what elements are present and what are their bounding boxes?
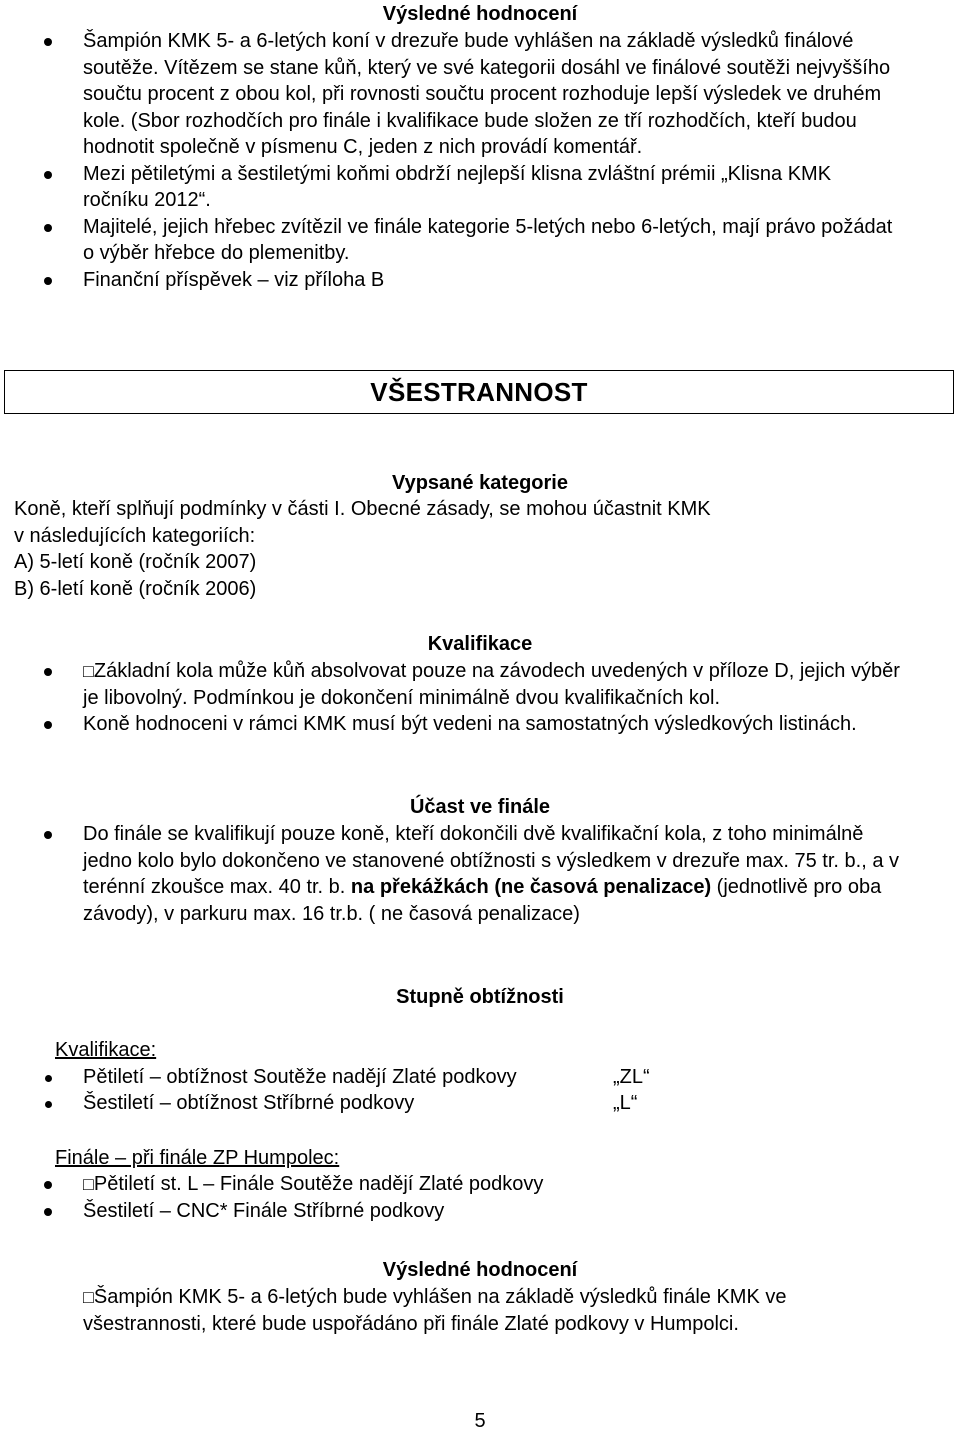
subsection-label: Kvalifikace: xyxy=(55,1039,157,1061)
bullet-icon xyxy=(45,1101,52,1108)
section-final-evaluation-eventing xyxy=(0,1257,960,1337)
list-item: Koně hodnoceni v rámci KMK musí být vedeni na samostatných výsledkových listinách. xyxy=(0,711,900,738)
section-heading: Stupně obtížnosti xyxy=(396,986,564,1008)
bullet-icon xyxy=(44,224,52,232)
list-item: Šampión KMK 5- a 6-letých koní v drezuře bude vyhlášen na základě výsledků finálové soutěže. Vítězem se stane kůň, který ve své kategorii dosáhl ve finálové soutěži nejvyššího součtu procent z obou kol, při rovnosti součtu procent rozhoduje lepší výsledek ve druhém kole. (Sbor rozhodčích pro finále i kvalifikace bude složen ze tří rozhodčích, kteří budou hodnotit společně v písmenu C, jeden z nich provádí komentář. xyxy=(0,28,900,161)
text-line: A) 5-letí koně (ročník 2007) xyxy=(14,551,257,573)
bullet-icon xyxy=(45,1075,52,1082)
missing-glyph-icon: □ xyxy=(83,1287,94,1307)
list-item: □Pětiletí st. L – Finále Soutěže nadějí Zlaté podkovy xyxy=(0,1171,900,1198)
bullet-icon xyxy=(44,38,52,46)
list-item: Šestiletí – obtížnost Stříbrné podkovy „L“ xyxy=(0,1090,900,1117)
section-heading: Výsledné hodnocení xyxy=(382,1259,578,1281)
section-categories xyxy=(0,470,960,602)
section-banner xyxy=(4,370,954,414)
bullet-icon xyxy=(44,831,52,839)
bullet-icon xyxy=(44,277,52,285)
text-line: v následujících kategoriích: xyxy=(14,524,256,547)
list-item: Šestiletí – CNC* Finále Stříbrné podkovy xyxy=(0,1198,900,1225)
section-heading: Účast ve finále xyxy=(409,796,551,818)
missing-glyph-icon: □ xyxy=(83,1174,94,1194)
text-line: B) 6-letí koně (ročník 2006) xyxy=(14,577,257,600)
list-item: Do finále se kvalifikují pouze koně, kteří dokončili dvě kvalifikační kola, z toho minimálně jedno kolo bylo dokončeno ve stanovené obtížnosti s výsledkem v drezuře max. 75 tr. b., a v terénní zkoušce max. 40 tr. b. na překážkách (ne časová penalizace) (jednotlivě pro oba závody), v parkuru max. 16 tr.b. ( ne časová penalizace) xyxy=(0,821,900,927)
list-item: Finanční příspěvek – viz příloha B xyxy=(0,267,900,294)
section-final-participation xyxy=(0,794,960,927)
bullet-icon xyxy=(44,1208,52,1216)
page-number: 5 xyxy=(474,1410,486,1432)
list-item: □Základní kola může kůň absolvovat pouze na závodech uvedených v příloze D, jejich výběr je libovolný. Podmínkou je dokončení minimálně dvou kvalifikačních kol. xyxy=(0,658,900,711)
section-final-evaluation-dressage xyxy=(0,0,960,293)
banner-title: VŠESTRANNOST xyxy=(370,376,588,407)
list-item: Pětiletí – obtížnost Soutěže nadějí Zlaté podkovy „ZL“ xyxy=(0,1064,900,1091)
bullet-icon xyxy=(44,721,52,729)
section-heading: Kvalifikace xyxy=(427,633,533,655)
list-item: □Šampión KMK 5- a 6-letých bude vyhlášen na základě výsledků finále KMK ve všestrannosti, které bude uspořádáno při finále Zlaté podkovy v Humpolci. xyxy=(83,1286,787,1335)
section-qualification xyxy=(0,631,960,738)
subsection-label: Finále – při finále ZP Humpolec: xyxy=(55,1146,340,1169)
section-heading: Výsledné hodnocení xyxy=(382,3,578,25)
list-item: Majitelé, jejich hřebec zvítězil ve finále kategorie 5-letých nebo 6-letých, mají právo požádat o výběr hřebce do plemenitby. xyxy=(0,214,900,267)
bullet-icon xyxy=(44,668,52,676)
bullet-icon xyxy=(44,171,52,179)
text-line: Koně, kteří splňují podmínky v části I. Obecné zásady, se mohou účastnit KMK xyxy=(14,498,711,520)
section-difficulty-levels xyxy=(0,984,960,1224)
list-item: Mezi pětiletými a šestiletými koňmi obdrží nejlepší klisna zvláštní prémii „Klisna KMK ročníku 2012“. xyxy=(0,161,900,214)
missing-glyph-icon: □ xyxy=(83,661,94,681)
bullet-icon xyxy=(44,1181,52,1189)
section-heading: Vypsané kategorie xyxy=(391,472,568,494)
